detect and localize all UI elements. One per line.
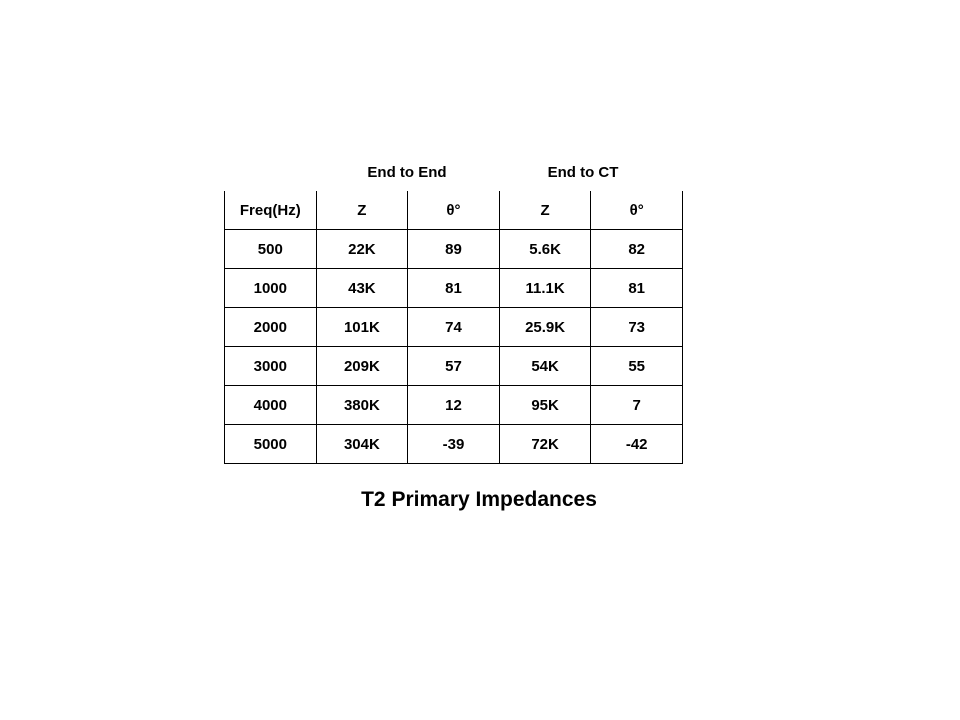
impedance-table	[224, 191, 683, 464]
table-cell: 12	[408, 386, 500, 425]
table-cell: 4000	[225, 386, 317, 425]
table-cell: 89	[408, 230, 500, 269]
table-cell: 304K	[316, 425, 408, 464]
table-cell: 72K	[499, 425, 591, 464]
table-cell: 74	[408, 308, 500, 347]
table-cell: 43K	[316, 269, 408, 308]
table-cell: -39	[408, 425, 500, 464]
table-cell: 82	[591, 230, 683, 269]
table-cell: 55	[591, 347, 683, 386]
table-cell: 57	[408, 347, 500, 386]
table-cell: 22K	[316, 230, 408, 269]
table-cell: 3000	[225, 347, 317, 386]
table-row	[225, 230, 683, 269]
table-cell: 2000	[225, 308, 317, 347]
column-header-z-end-to-end: Z	[316, 191, 408, 230]
table-cell: 500	[225, 230, 317, 269]
table-cell: 25.9K	[499, 308, 591, 347]
table-cell: 5.6K	[499, 230, 591, 269]
table-row	[225, 425, 683, 464]
table-cell: 95K	[499, 386, 591, 425]
table-cell: 1000	[225, 269, 317, 308]
table-cell: 11.1K	[499, 269, 591, 308]
table-header-row	[225, 191, 683, 230]
column-header-theta-end-to-end: θ°	[408, 191, 500, 230]
table-row	[225, 386, 683, 425]
table-cell: 380K	[316, 386, 408, 425]
table-cell: 5000	[225, 425, 317, 464]
group-header-end-to-ct: End to CT	[547, 164, 619, 181]
table-cell: 73	[591, 308, 683, 347]
column-header-theta-end-to-ct: θ°	[591, 191, 683, 230]
table-cell: 81	[591, 269, 683, 308]
table-caption: T2 Primary Impedances	[361, 488, 597, 511]
table-row	[225, 269, 683, 308]
table-cell: 101K	[316, 308, 408, 347]
column-header-z-end-to-ct: Z	[499, 191, 591, 230]
column-header-freq: Freq(Hz)	[225, 191, 317, 230]
table-row	[225, 347, 683, 386]
table-cell: -42	[591, 425, 683, 464]
table-cell: 81	[408, 269, 500, 308]
table-cell: 7	[591, 386, 683, 425]
table-cell: 54K	[499, 347, 591, 386]
table-cell: 209K	[316, 347, 408, 386]
group-header-end-to-end: End to End	[367, 164, 447, 181]
table-row	[225, 308, 683, 347]
